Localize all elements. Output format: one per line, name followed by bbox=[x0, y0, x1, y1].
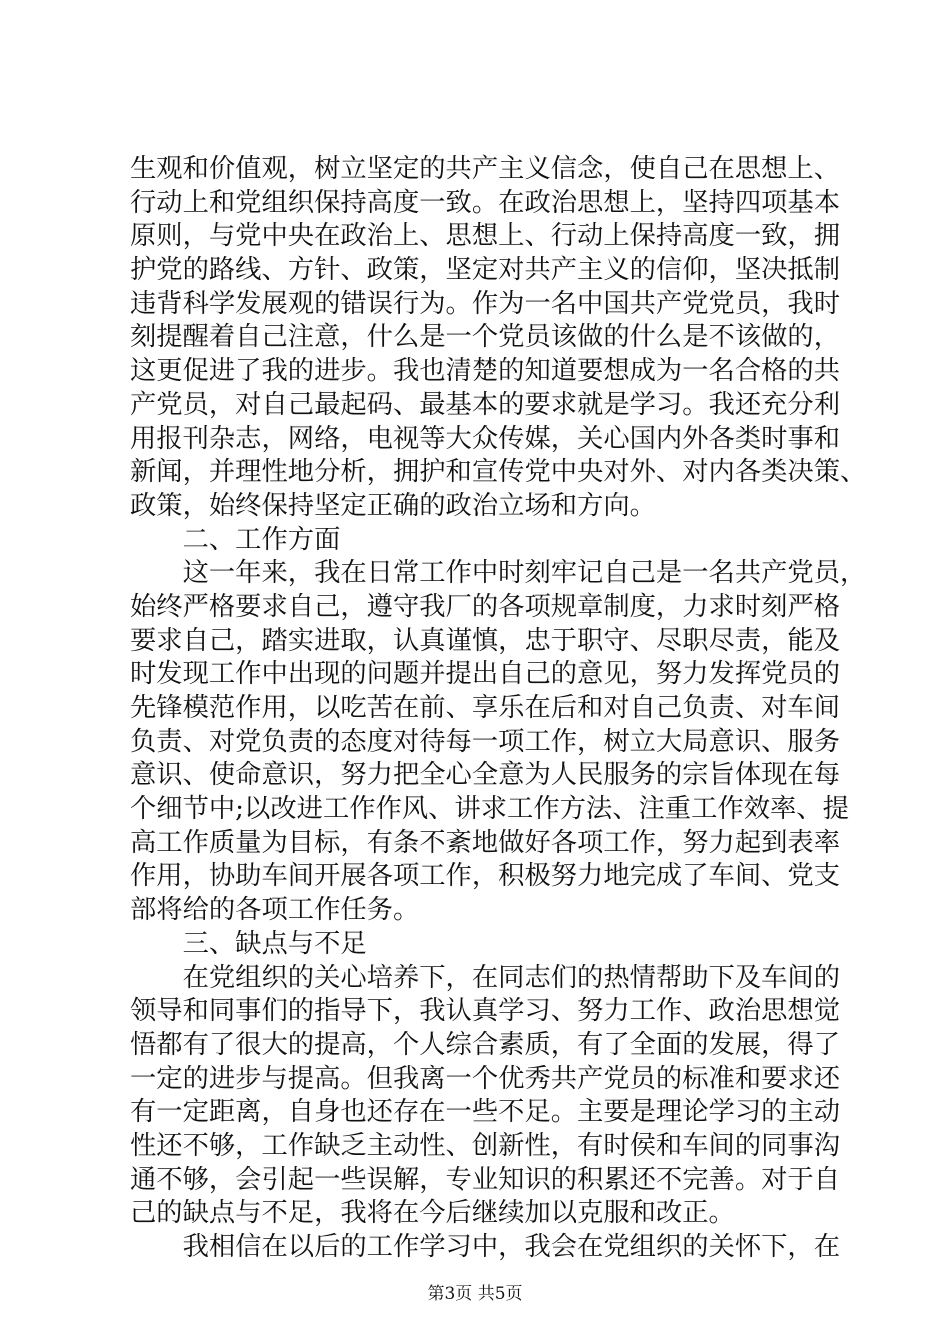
text-line: 刻提醒着自己注意，什么是一个党员该做的什么是不该做的， bbox=[130, 322, 841, 353]
text-line: 这更促进了我的进步。我也清楚的知道要想成为一名合格的共 bbox=[130, 356, 841, 387]
text-line: 先锋模范作用，以吃苦在前、享乐在后和对自己负责、对车间 bbox=[130, 693, 841, 723]
text-line: 始终严格要求自己，遵守我厂的各项规章制度，力求时刻严格 bbox=[130, 591, 841, 622]
text-line: 我相信在以后的工作学习中，我会在党组织的关怀下，在 bbox=[130, 1232, 841, 1262]
text-line: 护党的路线、方针、政策，坚定对共产主义的信仰，坚决抵制 bbox=[130, 255, 841, 286]
text-line: 一定的进步与提高。但我离一个优秀共产党员的标准和要求还 bbox=[130, 1063, 841, 1094]
text-line: 产党员，对自己最起码、最基本的要求就是学习。我还充分利 bbox=[130, 389, 841, 420]
text-line: 悟都有了很大的提高，个人综合素质，有了全面的发展，得了 bbox=[130, 1029, 841, 1060]
body-text bbox=[130, 153, 867, 1265]
text-line: 作用，协助车间开展各项工作，积极努力地完成了车间、党支 bbox=[130, 861, 841, 892]
text-line: 高工作质量为目标，有条不紊地做好各项工作，努力起到表率 bbox=[130, 827, 841, 858]
text-line: 用报刊杂志，网络，电视等大众传媒，关心国内外各类时事和 bbox=[130, 423, 841, 454]
text-line: 要求自己，踏实进取，认真谨慎，忠于职守、尽职尽责，能及 bbox=[130, 625, 841, 656]
text-line: 行动上和党组织保持高度一致。在政治思想上，坚持四项基本 bbox=[130, 187, 841, 218]
text-line: 有一定距离，自身也还存在一些不足。主要是理论学习的主动 bbox=[130, 1097, 841, 1128]
text-line: 生观和价值观，树立坚定的共产主义信念，使自己在思想上、 bbox=[130, 154, 841, 184]
text-line: 意识、使命意识，努力把全心全意为人民服务的宗旨体现在每 bbox=[130, 760, 841, 791]
text-line: 领导和同事们的指导下，我认真学习、努力工作、政治思想觉 bbox=[130, 996, 841, 1027]
text-line: 这一年来，我在日常工作中时刻牢记自己是一名共产党员， bbox=[130, 558, 867, 589]
text-line: 时发现工作中出现的问题并提出自己的意见，努力发挥党员的 bbox=[130, 659, 841, 690]
section-heading: 二、工作方面 bbox=[130, 524, 341, 555]
text-line: 己的缺点与不足，我将在今后继续加以克服和改正。 bbox=[130, 1198, 735, 1229]
text-line: 违背科学发展观的错误行为。作为一名中国共产党党员，我时 bbox=[130, 288, 841, 319]
text-line: 在党组织的关心培养下，在同志们的热情帮助下及车间的 bbox=[130, 962, 841, 993]
text-line: 负责、对党负责的态度对待每一项工作，树立大局意识、服务 bbox=[130, 726, 841, 757]
section-heading: 三、缺点与不足 bbox=[130, 928, 367, 959]
text-line: 性还不够，工作缺乏主动性、创新性，有时侯和车间的同事沟 bbox=[130, 1130, 841, 1161]
text-line: 个细节中;以改进工作作风、讲求工作方法、注重工作效率、提 bbox=[130, 794, 849, 825]
text-line: 原则，与党中央在政治上、思想上、行动上保持高度一致，拥 bbox=[130, 221, 841, 252]
page-number: 第3页 共5页 bbox=[427, 1284, 523, 1304]
text-line: 部将给的各项工作任务。 bbox=[130, 895, 420, 926]
text-line: 新闻，并理性地分析，拥护和宣传党中央对外、对内各类决策、 bbox=[130, 457, 867, 488]
text-line: 通不够，会引起一些误解，专业知识的积累还不完善。对于自 bbox=[130, 1164, 841, 1195]
text-line: 政策，始终保持坚定正确的政治立场和方向。 bbox=[130, 490, 656, 521]
